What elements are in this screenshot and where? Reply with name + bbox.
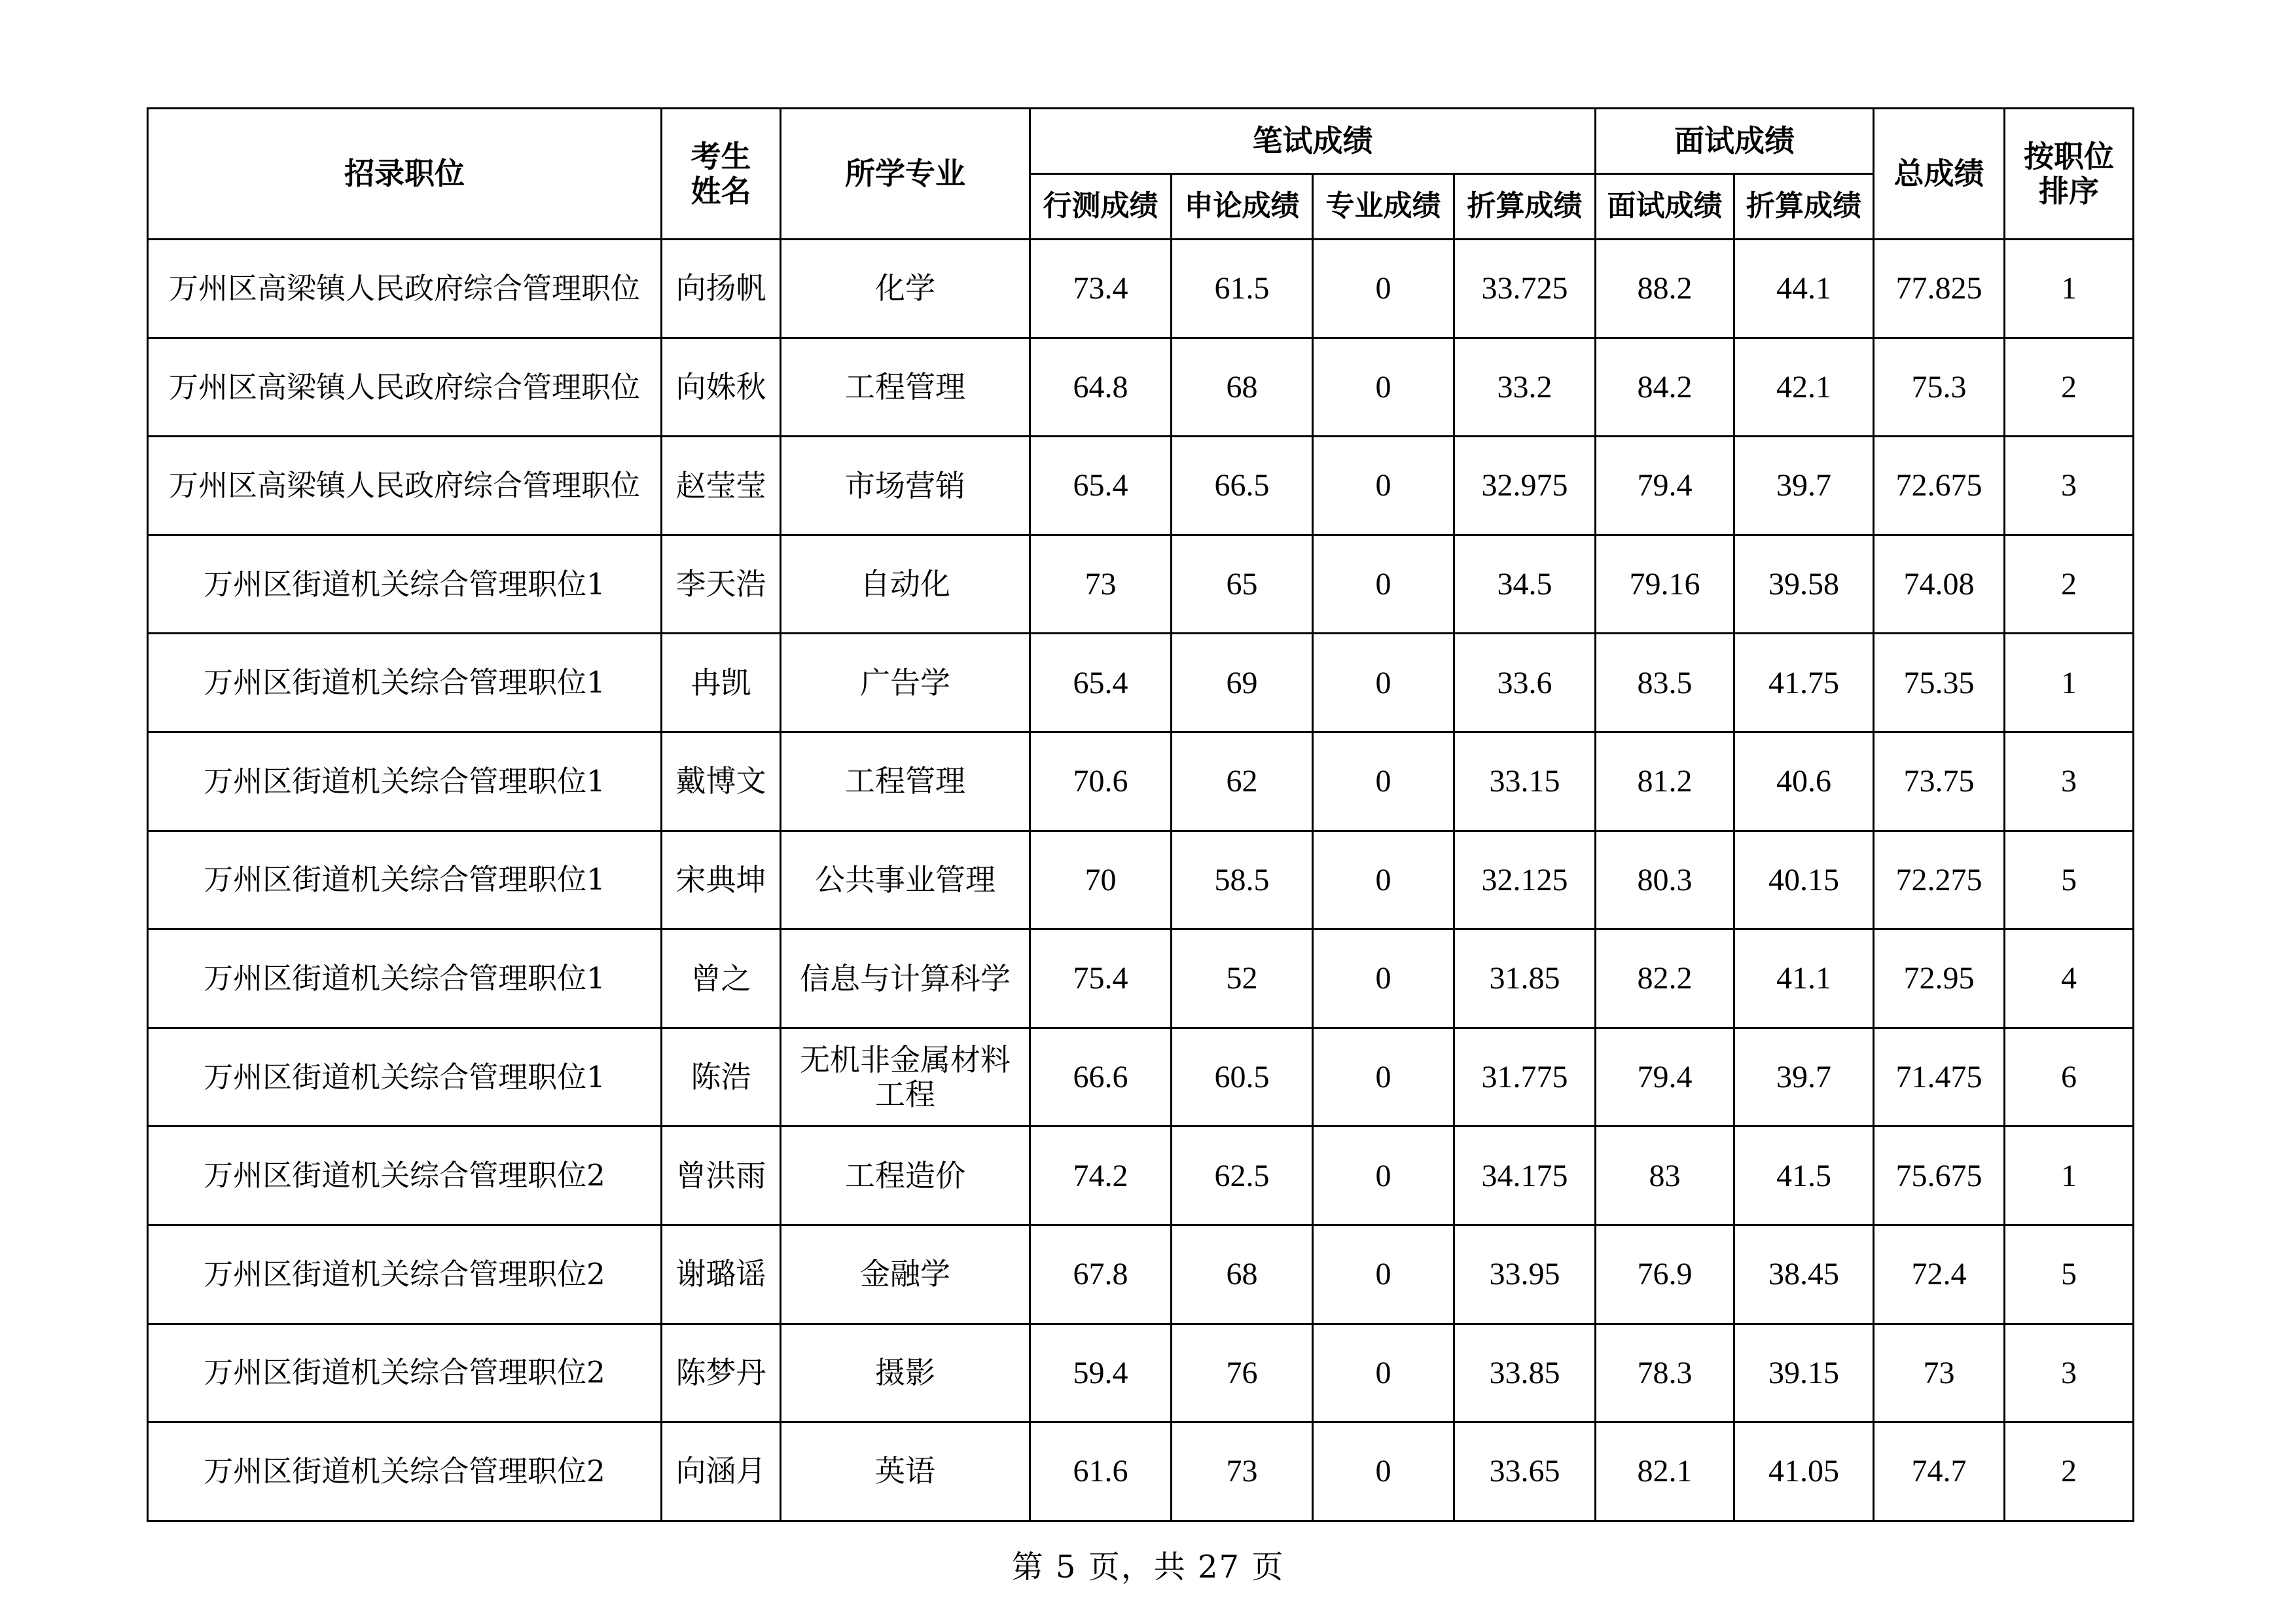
cell-rank: 1 xyxy=(2005,1127,2134,1225)
cell-total: 75.3 xyxy=(1874,338,2005,437)
cell-total: 75.35 xyxy=(1874,634,2005,732)
cell-interview: 76.9 xyxy=(1596,1225,1734,1324)
cell-xingce: 73.4 xyxy=(1030,240,1172,338)
cell-interview-conv: 40.6 xyxy=(1734,732,1874,831)
cell-written-conv: 32.975 xyxy=(1454,437,1596,535)
cell-interview: 82.2 xyxy=(1596,929,1734,1028)
header-rank: 按职位排序 xyxy=(2005,109,2134,240)
cell-major: 工程造价 xyxy=(781,1127,1030,1225)
cell-written-conv: 33.15 xyxy=(1454,732,1596,831)
cell-written-conv: 33.95 xyxy=(1454,1225,1596,1324)
header-major: 所学专业 xyxy=(781,109,1030,240)
cell-zhuanye: 0 xyxy=(1313,1324,1454,1422)
cell-shenlun: 62 xyxy=(1172,732,1313,831)
cell-shenlun: 66.5 xyxy=(1172,437,1313,535)
cell-shenlun: 69 xyxy=(1172,634,1313,732)
cell-total: 73.75 xyxy=(1874,732,2005,831)
cell-interview: 83 xyxy=(1596,1127,1734,1225)
cell-rank: 2 xyxy=(2005,535,2134,634)
cell-written-conv: 32.125 xyxy=(1454,831,1596,929)
table-row xyxy=(148,929,2134,1028)
table-row xyxy=(148,338,2134,437)
cell-interview: 84.2 xyxy=(1596,338,1734,437)
cell-total: 72.95 xyxy=(1874,929,2005,1028)
cell-name: 戴博文 xyxy=(662,732,781,831)
cell-interview: 80.3 xyxy=(1596,831,1734,929)
table-row xyxy=(148,437,2134,535)
cell-rank: 2 xyxy=(2005,1422,2134,1521)
cell-shenlun: 68 xyxy=(1172,1225,1313,1324)
table-row xyxy=(148,1028,2134,1127)
cell-shenlun: 62.5 xyxy=(1172,1127,1313,1225)
header-zhuanye: 专业成绩 xyxy=(1313,174,1454,240)
cell-shenlun: 68 xyxy=(1172,338,1313,437)
cell-shenlun: 61.5 xyxy=(1172,240,1313,338)
cell-interview-conv: 41.75 xyxy=(1734,634,1874,732)
cell-interview: 79.4 xyxy=(1596,1028,1734,1127)
cell-zhuanye: 0 xyxy=(1313,1028,1454,1127)
header-interview-conv: 折算成绩 xyxy=(1734,174,1874,240)
cell-shenlun: 76 xyxy=(1172,1324,1313,1422)
cell-interview-conv: 44.1 xyxy=(1734,240,1874,338)
cell-rank: 4 xyxy=(2005,929,2134,1028)
cell-position: 万州区高梁镇人民政府综合管理职位 xyxy=(148,240,662,338)
cell-major: 英语 xyxy=(781,1422,1030,1521)
cell-position: 万州区街道机关综合管理职位1 xyxy=(148,1028,662,1127)
cell-zhuanye: 0 xyxy=(1313,535,1454,634)
cell-xingce: 75.4 xyxy=(1030,929,1172,1028)
cell-total: 73 xyxy=(1874,1324,2005,1422)
cell-name: 李天浩 xyxy=(662,535,781,634)
cell-interview: 82.1 xyxy=(1596,1422,1734,1521)
cell-total: 71.475 xyxy=(1874,1028,2005,1127)
cell-interview-conv: 39.15 xyxy=(1734,1324,1874,1422)
cell-shenlun: 73 xyxy=(1172,1422,1313,1521)
cell-interview-conv: 38.45 xyxy=(1734,1225,1874,1324)
cell-position: 万州区街道机关综合管理职位2 xyxy=(148,1422,662,1521)
cell-major: 自动化 xyxy=(781,535,1030,634)
cell-interview-conv: 39.58 xyxy=(1734,535,1874,634)
cell-name: 赵莹莹 xyxy=(662,437,781,535)
cell-name: 冉凯 xyxy=(662,634,781,732)
cell-interview-conv: 39.7 xyxy=(1734,437,1874,535)
cell-written-conv: 33.65 xyxy=(1454,1422,1596,1521)
cell-major: 广告学 xyxy=(781,634,1030,732)
cell-position: 万州区高梁镇人民政府综合管理职位 xyxy=(148,437,662,535)
table-row xyxy=(148,1127,2134,1225)
cell-zhuanye: 0 xyxy=(1313,929,1454,1028)
cell-interview-conv: 39.7 xyxy=(1734,1028,1874,1127)
cell-interview-conv: 42.1 xyxy=(1734,338,1874,437)
cell-zhuanye: 0 xyxy=(1313,732,1454,831)
cell-major: 金融学 xyxy=(781,1225,1030,1324)
cell-shenlun: 52 xyxy=(1172,929,1313,1028)
cell-zhuanye: 0 xyxy=(1313,1225,1454,1324)
cell-position: 万州区街道机关综合管理职位1 xyxy=(148,929,662,1028)
cell-rank: 5 xyxy=(2005,1225,2134,1324)
cell-name: 向扬帆 xyxy=(662,240,781,338)
cell-interview: 79.16 xyxy=(1596,535,1734,634)
table-row xyxy=(148,1225,2134,1324)
cell-major: 信息与计算科学 xyxy=(781,929,1030,1028)
cell-interview: 78.3 xyxy=(1596,1324,1734,1422)
cell-total: 72.4 xyxy=(1874,1225,2005,1324)
cell-total: 74.7 xyxy=(1874,1422,2005,1521)
cell-rank: 3 xyxy=(2005,732,2134,831)
cell-written-conv: 33.2 xyxy=(1454,338,1596,437)
cell-total: 72.275 xyxy=(1874,831,2005,929)
table-row xyxy=(148,1324,2134,1422)
table-row xyxy=(148,1422,2134,1521)
cell-zhuanye: 0 xyxy=(1313,240,1454,338)
cell-interview-conv: 41.1 xyxy=(1734,929,1874,1028)
cell-xingce: 70.6 xyxy=(1030,732,1172,831)
cell-written-conv: 33.85 xyxy=(1454,1324,1596,1422)
cell-major: 无机非金属材料工程 xyxy=(781,1028,1030,1127)
table-row xyxy=(148,240,2134,338)
cell-rank: 3 xyxy=(2005,437,2134,535)
cell-total: 77.825 xyxy=(1874,240,2005,338)
cell-major: 摄影 xyxy=(781,1324,1030,1422)
cell-zhuanye: 0 xyxy=(1313,634,1454,732)
cell-interview-conv: 41.05 xyxy=(1734,1422,1874,1521)
cell-xingce: 66.6 xyxy=(1030,1028,1172,1127)
cell-name: 曾之 xyxy=(662,929,781,1028)
cell-zhuanye: 0 xyxy=(1313,338,1454,437)
cell-zhuanye: 0 xyxy=(1313,831,1454,929)
cell-written-conv: 33.725 xyxy=(1454,240,1596,338)
cell-xingce: 70 xyxy=(1030,831,1172,929)
cell-major: 工程管理 xyxy=(781,732,1030,831)
cell-interview: 81.2 xyxy=(1596,732,1734,831)
cell-name: 陈梦丹 xyxy=(662,1324,781,1422)
table-row xyxy=(148,535,2134,634)
cell-rank: 5 xyxy=(2005,831,2134,929)
header-interview-group: 面试成绩 xyxy=(1596,109,1874,174)
cell-xingce: 61.6 xyxy=(1030,1422,1172,1521)
cell-name: 向涵月 xyxy=(662,1422,781,1521)
cell-written-conv: 34.175 xyxy=(1454,1127,1596,1225)
cell-shenlun: 60.5 xyxy=(1172,1028,1313,1127)
cell-xingce: 74.2 xyxy=(1030,1127,1172,1225)
cell-written-conv: 31.85 xyxy=(1454,929,1596,1028)
cell-position: 万州区街道机关综合管理职位1 xyxy=(148,634,662,732)
score-table xyxy=(147,107,2134,1522)
cell-rank: 2 xyxy=(2005,338,2134,437)
cell-position: 万州区高梁镇人民政府综合管理职位 xyxy=(148,338,662,437)
cell-major: 化学 xyxy=(781,240,1030,338)
cell-xingce: 67.8 xyxy=(1030,1225,1172,1324)
cell-total: 75.675 xyxy=(1874,1127,2005,1225)
cell-written-conv: 34.5 xyxy=(1454,535,1596,634)
cell-xingce: 65.4 xyxy=(1030,634,1172,732)
header-xingce: 行测成绩 xyxy=(1030,174,1172,240)
cell-shenlun: 65 xyxy=(1172,535,1313,634)
cell-rank: 1 xyxy=(2005,634,2134,732)
page-footer: 第 5 页，共 27 页 xyxy=(1011,1549,1285,1585)
cell-total: 72.675 xyxy=(1874,437,2005,535)
cell-zhuanye: 0 xyxy=(1313,1422,1454,1521)
cell-xingce: 64.8 xyxy=(1030,338,1172,437)
cell-name: 曾洪雨 xyxy=(662,1127,781,1225)
cell-xingce: 59.4 xyxy=(1030,1324,1172,1422)
header-interview: 面试成绩 xyxy=(1596,174,1734,240)
cell-xingce: 65.4 xyxy=(1030,437,1172,535)
cell-position: 万州区街道机关综合管理职位1 xyxy=(148,535,662,634)
cell-position: 万州区街道机关综合管理职位2 xyxy=(148,1127,662,1225)
cell-rank: 1 xyxy=(2005,240,2134,338)
header-written-conv: 折算成绩 xyxy=(1454,174,1596,240)
header-shenlun: 申论成绩 xyxy=(1172,174,1313,240)
cell-major: 工程管理 xyxy=(781,338,1030,437)
cell-name: 陈浩 xyxy=(662,1028,781,1127)
cell-total: 74.08 xyxy=(1874,535,2005,634)
header-position: 招录职位 xyxy=(148,109,662,240)
cell-name: 谢璐谣 xyxy=(662,1225,781,1324)
cell-major: 市场营销 xyxy=(781,437,1030,535)
cell-position: 万州区街道机关综合管理职位1 xyxy=(148,831,662,929)
cell-interview: 79.4 xyxy=(1596,437,1734,535)
cell-written-conv: 33.6 xyxy=(1454,634,1596,732)
cell-rank: 6 xyxy=(2005,1028,2134,1127)
table-row xyxy=(148,634,2134,732)
cell-interview-conv: 40.15 xyxy=(1734,831,1874,929)
cell-interview-conv: 41.5 xyxy=(1734,1127,1874,1225)
cell-major: 公共事业管理 xyxy=(781,831,1030,929)
cell-interview: 83.5 xyxy=(1596,634,1734,732)
cell-zhuanye: 0 xyxy=(1313,437,1454,535)
cell-position: 万州区街道机关综合管理职位2 xyxy=(148,1225,662,1324)
header-name: 考生姓名 xyxy=(662,109,781,240)
cell-name: 向姝秋 xyxy=(662,338,781,437)
table-row xyxy=(148,831,2134,929)
cell-position: 万州区街道机关综合管理职位1 xyxy=(148,732,662,831)
header-total: 总成绩 xyxy=(1874,109,2005,240)
cell-position: 万州区街道机关综合管理职位2 xyxy=(148,1324,662,1422)
table-row xyxy=(148,732,2134,831)
header-written-group: 笔试成绩 xyxy=(1030,109,1596,174)
cell-interview: 88.2 xyxy=(1596,240,1734,338)
cell-rank: 3 xyxy=(2005,1324,2134,1422)
cell-xingce: 73 xyxy=(1030,535,1172,634)
cell-zhuanye: 0 xyxy=(1313,1127,1454,1225)
cell-written-conv: 31.775 xyxy=(1454,1028,1596,1127)
cell-shenlun: 58.5 xyxy=(1172,831,1313,929)
cell-name: 宋典坤 xyxy=(662,831,781,929)
